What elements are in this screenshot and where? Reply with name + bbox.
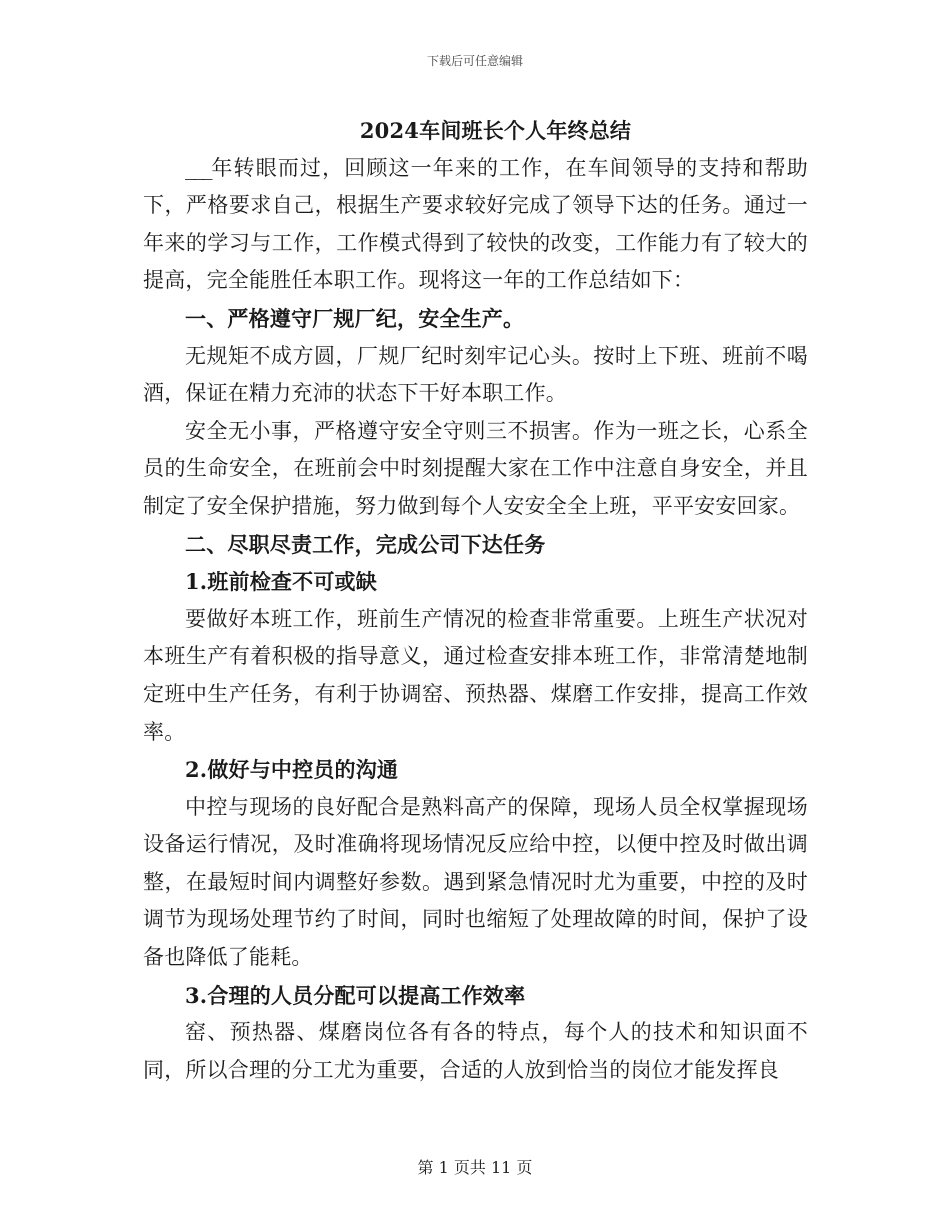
- subsection3-heading: 3.合理的人员分配可以提高工作效率: [185, 982, 526, 1008]
- section1-paragraph-2: 安全无小事，严格遵守安全守则三不损害。作为一班之长，心系全员的生命安全，在班前会中时刻提醒大家在工作中注意自身安全，并且制定了安全保护措施，努力做到每个人安安全全上班，平平安安回家。: [143, 418, 808, 518]
- page-header: 下载后可任意编辑: [426, 54, 523, 68]
- subsection1-paragraph: 要做好本班工作，班前生产情况的检查非常重要。上班生产状况对本班生产有着积极的指导意义，通过检查安排本班工作，非常清楚地制定班中生产任务，有利于协调窑、预热器、煤磨工作安排，提高工作效率。: [143, 606, 808, 744]
- subsection2-paragraph: 中控与现场的良好配合是熟料高产的保障，现场人员全权掌握现场设备运行情况，及时准确将现场情况反应给中控，以便中控及时做出调整，在最短时间内调整好参数。遇到紧急情况时尤为重要，中控的及时调节为现场处理节约了时间，同时也缩短了处理故障的时间，保护了设备也降低了能耗。: [143, 794, 808, 970]
- intro-paragraph: [143, 150, 808, 300]
- intro-blank: ___: [185, 155, 211, 180]
- section2-heading: 二、尽职尽责工作，完成公司下达任务: [185, 531, 546, 557]
- subsection2-heading: 2.做好与中控员的沟通: [185, 757, 399, 783]
- page-footer: 第 1 页共 11 页: [417, 1158, 533, 1177]
- section1-paragraph-1: 无规矩不成方圆，厂规厂纪时刻牢记心头。按时上下班、班前不喝酒，保证在精力充沛的状态下干好本职工作。: [143, 343, 808, 406]
- subsection3-paragraph: 窑、预热器、煤磨岗位各有各的特点，每个人的技术和知识面不同，所以合理的分工尤为重要，合适的人放到恰当的岗位才能发挥良: [143, 1020, 808, 1082]
- document-body: [143, 112, 808, 1089]
- intro-text: 年转眼而过，回顾这一年来的工作，在车间领导的支持和帮助下，严格要求自己，根据生产要求较好完成了领导下达的任务。通过一年来的学习与工作，工作模式得到了较快的改变，工作能力有了较大的提高，完全能胜任本职工作。现将这一年的工作总结如下：: [143, 155, 808, 293]
- document-title: 2024车间班长个人年终总结: [359, 118, 632, 143]
- subsection1-heading: 1.班前检查不可或缺: [185, 569, 377, 595]
- section1-heading: 一、严格遵守厂规厂纪，安全生产。: [185, 305, 525, 331]
